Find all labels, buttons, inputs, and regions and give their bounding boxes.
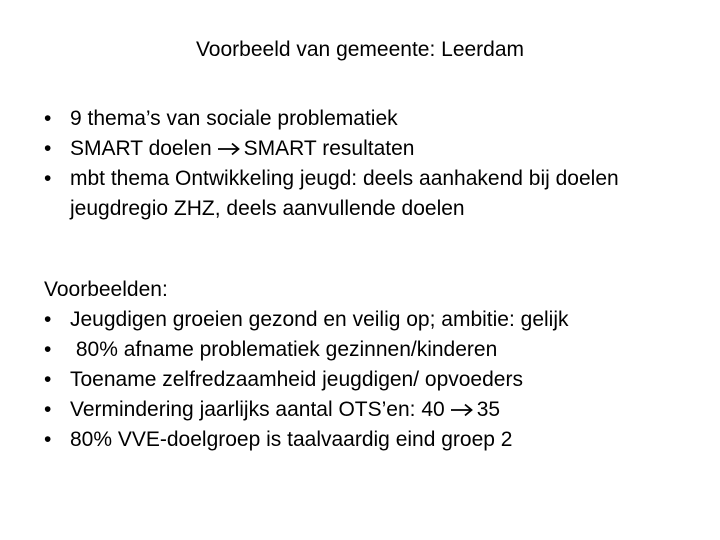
bullet-icon: • bbox=[44, 428, 52, 451]
list-item bbox=[44, 134, 704, 164]
list-item bbox=[44, 425, 704, 455]
list-item-text: 80% VVE-doelgroep is taalvaardig eind groep 2 bbox=[70, 428, 513, 451]
list-item-text: Jeugdigen groeien gezond en veilig op; ambitie: gelijk bbox=[70, 308, 569, 331]
bullet-icon: • bbox=[44, 107, 52, 130]
list-item bbox=[44, 305, 704, 335]
list-item-text-before: Vermindering jaarlijks aantal OTS’en: 40 bbox=[70, 398, 445, 421]
arrow-right-icon bbox=[217, 142, 241, 156]
themes-section bbox=[44, 104, 704, 224]
list-item-text: 9 thema’s van sociale problematiek bbox=[70, 107, 398, 130]
bullet-icon: • bbox=[44, 338, 52, 361]
bullet-icon: • bbox=[44, 398, 52, 421]
examples-heading: Voorbeelden: bbox=[44, 278, 168, 301]
themes-list bbox=[44, 104, 704, 224]
bullet-icon: • bbox=[44, 308, 52, 331]
list-item bbox=[44, 104, 704, 134]
examples-section bbox=[44, 275, 704, 455]
bullet-icon: • bbox=[44, 137, 52, 160]
list-item bbox=[44, 365, 704, 395]
bullet-icon: • bbox=[44, 167, 52, 190]
arrow-right-icon bbox=[450, 403, 474, 417]
list-item bbox=[44, 395, 704, 425]
list-item-text-after: 35 bbox=[476, 398, 501, 421]
list-item bbox=[44, 164, 660, 224]
list-item-text: 80% afname problematiek gezinnen/kinderen bbox=[70, 338, 498, 361]
list-item-text: Toename zelfredzaamheid jeugdigen/ opvoeders bbox=[70, 368, 523, 391]
slide-title: Voorbeeld van gemeente: Leerdam bbox=[195, 38, 525, 61]
list-item-text-after: SMART resultaten bbox=[243, 137, 415, 160]
examples-list bbox=[44, 305, 704, 455]
bullet-icon: • bbox=[44, 368, 52, 391]
list-item-text: mbt thema Ontwikkeling jeugd: deels aanhakend bij doelen jeugdregio ZHZ, deels aanvullende doelen bbox=[70, 167, 619, 220]
list-item-text-before: SMART doelen bbox=[70, 137, 212, 160]
list-item bbox=[44, 335, 704, 365]
